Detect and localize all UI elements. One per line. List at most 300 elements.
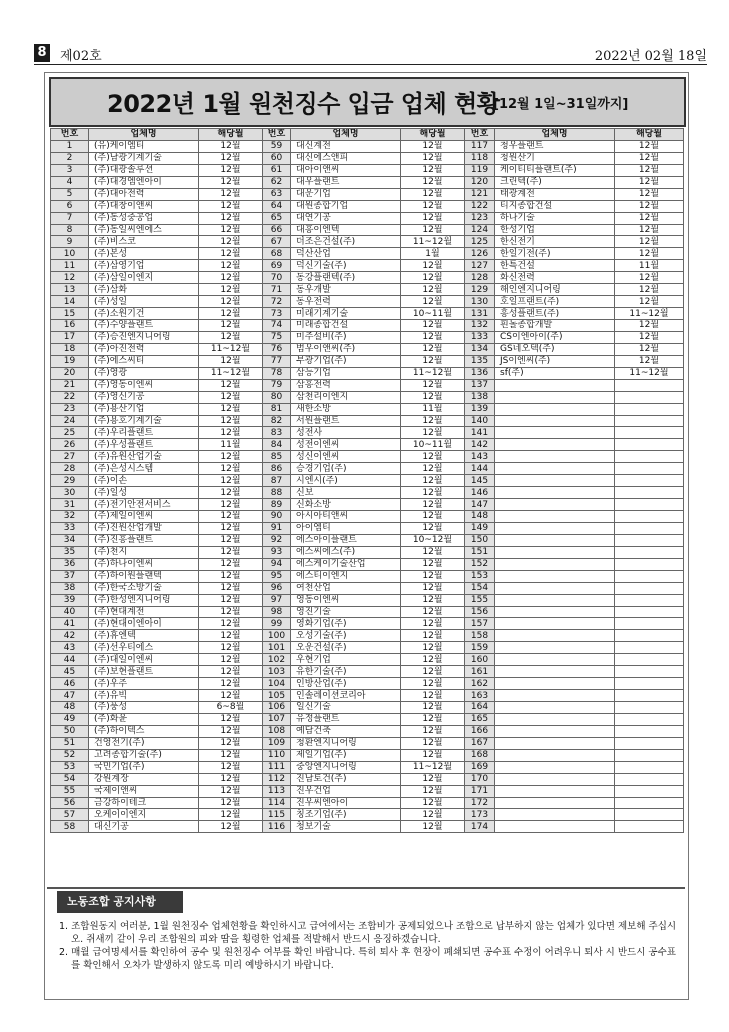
row-number: 5 xyxy=(51,188,89,200)
company-name xyxy=(495,511,615,523)
row-number: 54 xyxy=(51,773,89,785)
row-number: 9 xyxy=(51,236,89,248)
row-number: 74 xyxy=(263,320,291,332)
company-name: 진남토건(주) xyxy=(291,773,401,785)
company-name xyxy=(495,439,615,451)
row-number: 18 xyxy=(51,343,89,355)
company-name: 대신계전 xyxy=(291,140,401,152)
table-row xyxy=(51,785,684,797)
notice-text xyxy=(59,921,679,973)
company-name: 서원플랜트 xyxy=(291,415,401,427)
row-number: 99 xyxy=(263,618,291,630)
company-name: 영진기술 xyxy=(291,606,401,618)
company-name: (주)영신기공 xyxy=(89,391,199,403)
company-name: 에스케이기술산업 xyxy=(291,558,401,570)
month-range xyxy=(615,666,684,678)
row-number: 82 xyxy=(263,415,291,427)
company-name: 강원계장 xyxy=(89,773,199,785)
month-range xyxy=(615,654,684,666)
month-range: 12월 xyxy=(401,152,465,164)
month-range: 12월 xyxy=(401,212,465,224)
row-number: 27 xyxy=(51,451,89,463)
month-range: 11~12월 xyxy=(615,367,684,379)
month-range: 12월 xyxy=(401,797,465,809)
row-number: 68 xyxy=(263,248,291,260)
row-number: 138 xyxy=(465,391,495,403)
company-name: 성전사 xyxy=(291,427,401,439)
row-number: 33 xyxy=(51,522,89,534)
row-number: 130 xyxy=(465,296,495,308)
row-number: 86 xyxy=(263,463,291,475)
company-name: (주)제일이엔씨 xyxy=(89,511,199,523)
month-range xyxy=(615,451,684,463)
row-number: 97 xyxy=(263,594,291,606)
company-name xyxy=(495,403,615,415)
month-range xyxy=(615,546,684,558)
row-number: 1 xyxy=(51,140,89,152)
company-name xyxy=(495,713,615,725)
month-range: 12월 xyxy=(199,308,263,320)
company-name xyxy=(495,821,615,833)
company-name xyxy=(495,666,615,678)
row-number: 171 xyxy=(465,785,495,797)
month-range: 10~11월 xyxy=(401,439,465,451)
month-range: 12월 xyxy=(199,785,263,797)
company-name: 새한소방 xyxy=(291,403,401,415)
row-number: 6 xyxy=(51,200,89,212)
month-range: 6~8월 xyxy=(199,702,263,714)
row-number: 123 xyxy=(465,212,495,224)
company-name: 미래종합건설 xyxy=(291,320,401,332)
table-row xyxy=(51,582,684,594)
month-range: 12월 xyxy=(199,415,263,427)
month-range: 12월 xyxy=(401,343,465,355)
company-name: 삼능기업 xyxy=(291,367,401,379)
row-number: 42 xyxy=(51,630,89,642)
month-range: 12월 xyxy=(199,642,263,654)
company-name xyxy=(495,582,615,594)
month-range: 12월 xyxy=(401,296,465,308)
company-name: 건영전기(주) xyxy=(89,737,199,749)
row-number: 10 xyxy=(51,248,89,260)
company-name: 한신전기 xyxy=(495,236,615,248)
month-range: 12월 xyxy=(199,164,263,176)
company-name xyxy=(495,379,615,391)
company-name: (주)이손 xyxy=(89,475,199,487)
table-row xyxy=(51,260,684,272)
company-name: (주)우리플랜트 xyxy=(89,427,199,439)
company-name: 에스티이엔지 xyxy=(291,570,401,582)
row-number: 24 xyxy=(51,415,89,427)
company-name xyxy=(495,773,615,785)
month-range: 12월 xyxy=(199,773,263,785)
table-row xyxy=(51,451,684,463)
company-name xyxy=(495,415,615,427)
row-number: 142 xyxy=(465,439,495,451)
row-number: 53 xyxy=(51,761,89,773)
company-name: 해인엔지니어링 xyxy=(495,284,615,296)
row-number: 146 xyxy=(465,487,495,499)
table-row xyxy=(51,164,684,176)
company-name: 대신기공 xyxy=(89,821,199,833)
month-range: 12월 xyxy=(199,188,263,200)
row-number: 107 xyxy=(263,713,291,725)
month-range: 12월 xyxy=(401,499,465,511)
company-name: 삼흥전력 xyxy=(291,379,401,391)
month-range: 12월 xyxy=(199,499,263,511)
month-range xyxy=(615,463,684,475)
row-number: 70 xyxy=(263,272,291,284)
month-range: 11~12월 xyxy=(615,308,684,320)
month-range xyxy=(615,379,684,391)
month-range: 12월 xyxy=(401,272,465,284)
company-name xyxy=(495,594,615,606)
month-range: 12월 xyxy=(199,320,263,332)
month-range: 12월 xyxy=(401,260,465,272)
company-name: (주)삼화 xyxy=(89,284,199,296)
row-number: 106 xyxy=(263,702,291,714)
month-range: 12월 xyxy=(401,355,465,367)
month-range: 11월 xyxy=(615,260,684,272)
row-number: 110 xyxy=(263,749,291,761)
month-range xyxy=(615,737,684,749)
table-row xyxy=(51,331,684,343)
month-range: 12월 xyxy=(199,582,263,594)
month-range: 12월 xyxy=(199,749,263,761)
company-name: 한특건설 xyxy=(495,260,615,272)
month-range: 12월 xyxy=(199,654,263,666)
company-name: 흥성플랜트(주) xyxy=(495,308,615,320)
row-number: 118 xyxy=(465,152,495,164)
row-number: 21 xyxy=(51,379,89,391)
month-range xyxy=(615,773,684,785)
row-number: 4 xyxy=(51,176,89,188)
row-number: 117 xyxy=(465,140,495,152)
month-range: 12월 xyxy=(615,152,684,164)
table-row xyxy=(51,546,684,558)
row-number: 76 xyxy=(263,343,291,355)
table-row xyxy=(51,212,684,224)
row-number: 166 xyxy=(465,725,495,737)
row-number: 164 xyxy=(465,702,495,714)
table-row xyxy=(51,642,684,654)
month-range: 12월 xyxy=(401,331,465,343)
month-range: 12월 xyxy=(199,618,263,630)
month-range: 12월 xyxy=(401,713,465,725)
company-name: 대흥이엔텍 xyxy=(291,224,401,236)
row-number: 17 xyxy=(51,331,89,343)
month-range: 12월 xyxy=(401,606,465,618)
company-name: 태광계전 xyxy=(495,188,615,200)
row-number: 2 xyxy=(51,152,89,164)
month-range: 12월 xyxy=(615,331,684,343)
company-name: (주)삼일이엔지 xyxy=(89,272,199,284)
table-row xyxy=(51,355,684,367)
company-name xyxy=(495,618,615,630)
company-name: 영동이엔씨 xyxy=(291,594,401,606)
table-row xyxy=(51,248,684,260)
header-divider xyxy=(34,64,707,65)
table-row xyxy=(51,654,684,666)
row-number: 161 xyxy=(465,666,495,678)
row-number: 88 xyxy=(263,487,291,499)
row-number: 12 xyxy=(51,272,89,284)
month-range: 12월 xyxy=(615,140,684,152)
row-number: 43 xyxy=(51,642,89,654)
table-header-row xyxy=(51,129,684,141)
row-number: 94 xyxy=(263,558,291,570)
month-range: 12월 xyxy=(615,248,684,260)
month-range: 12월 xyxy=(401,284,465,296)
company-name: (주)대아전력 xyxy=(89,188,199,200)
table-row xyxy=(51,737,684,749)
row-number: 32 xyxy=(51,511,89,523)
header-month: 해당월 xyxy=(615,129,684,141)
month-range: 12월 xyxy=(199,248,263,260)
month-range: 12월 xyxy=(199,809,263,821)
month-range: 11~12월 xyxy=(199,343,263,355)
company-name: (주)천지 xyxy=(89,546,199,558)
table-row xyxy=(51,475,684,487)
company-name: 동우전력 xyxy=(291,296,401,308)
month-range xyxy=(615,582,684,594)
company-name: 시엔시(주) xyxy=(291,475,401,487)
row-number: 122 xyxy=(465,200,495,212)
company-name xyxy=(495,725,615,737)
month-range: 12월 xyxy=(401,690,465,702)
table-row xyxy=(51,487,684,499)
month-range: 12월 xyxy=(615,188,684,200)
company-name: 흰돌종합개발 xyxy=(495,320,615,332)
table-row xyxy=(51,343,684,355)
company-name xyxy=(495,809,615,821)
company-name: 예담건축 xyxy=(291,725,401,737)
row-number: 145 xyxy=(465,475,495,487)
month-range: 12월 xyxy=(401,654,465,666)
company-name: 인솔레이션코리아 xyxy=(291,690,401,702)
company-name: (주)풍성 xyxy=(89,702,199,714)
row-number: 90 xyxy=(263,511,291,523)
company-name: (주)수양플랜트 xyxy=(89,320,199,332)
table-row xyxy=(51,558,684,570)
table-row xyxy=(51,499,684,511)
month-range: 12월 xyxy=(401,475,465,487)
company-name: 부광기업(주) xyxy=(291,355,401,367)
row-number: 143 xyxy=(465,451,495,463)
table-row xyxy=(51,296,684,308)
row-number: 109 xyxy=(263,737,291,749)
company-name: 청원산기 xyxy=(495,152,615,164)
company-name: (주)에스씨티 xyxy=(89,355,199,367)
row-number: 101 xyxy=(263,642,291,654)
month-range xyxy=(615,403,684,415)
company-name: GS네오텍(주) xyxy=(495,343,615,355)
company-name: 승경기업(주) xyxy=(291,463,401,475)
row-number: 134 xyxy=(465,343,495,355)
month-range: 12월 xyxy=(615,176,684,188)
month-range: 12월 xyxy=(401,678,465,690)
row-number: 79 xyxy=(263,379,291,391)
row-number: 105 xyxy=(263,690,291,702)
month-range xyxy=(615,558,684,570)
month-range: 12월 xyxy=(401,666,465,678)
month-range: 12월 xyxy=(615,343,684,355)
row-number: 126 xyxy=(465,248,495,260)
company-name: 오성기술(주) xyxy=(291,630,401,642)
company-name: (주)동일씨엔에스 xyxy=(89,224,199,236)
company-name: (주)용호기계기술 xyxy=(89,415,199,427)
row-number: 62 xyxy=(263,176,291,188)
month-range: 12월 xyxy=(199,690,263,702)
month-range: 12월 xyxy=(401,570,465,582)
company-name xyxy=(495,451,615,463)
page-number: 8 xyxy=(34,44,50,62)
table-row xyxy=(51,308,684,320)
company-name: 대원종합기업 xyxy=(291,200,401,212)
month-range: 12월 xyxy=(401,427,465,439)
row-number: 60 xyxy=(263,152,291,164)
row-number: 111 xyxy=(263,761,291,773)
company-name: 청보기술 xyxy=(291,821,401,833)
company-name xyxy=(495,642,615,654)
month-range xyxy=(615,690,684,702)
row-number: 127 xyxy=(465,260,495,272)
table-row xyxy=(51,821,684,833)
company-name xyxy=(495,761,615,773)
row-number: 89 xyxy=(263,499,291,511)
row-number: 38 xyxy=(51,582,89,594)
row-number: 47 xyxy=(51,690,89,702)
header-no: 번호 xyxy=(51,129,89,141)
table-row xyxy=(51,176,684,188)
row-number: 150 xyxy=(465,534,495,546)
table-row xyxy=(51,713,684,725)
row-number: 128 xyxy=(465,272,495,284)
month-range: 12월 xyxy=(401,582,465,594)
company-name xyxy=(495,534,615,546)
row-number: 116 xyxy=(263,821,291,833)
row-number: 96 xyxy=(263,582,291,594)
company-name: 티지종합건설 xyxy=(495,200,615,212)
row-number: 16 xyxy=(51,320,89,332)
month-range: 12월 xyxy=(199,737,263,749)
month-range: 11~12월 xyxy=(401,761,465,773)
row-number: 66 xyxy=(263,224,291,236)
month-range: 12월 xyxy=(401,642,465,654)
company-name: 국민기업(주) xyxy=(89,761,199,773)
company-name: 신화소방 xyxy=(291,499,401,511)
month-range: 12월 xyxy=(199,821,263,833)
table-row xyxy=(51,761,684,773)
row-number: 52 xyxy=(51,749,89,761)
table-row xyxy=(51,666,684,678)
row-number: 25 xyxy=(51,427,89,439)
row-number: 63 xyxy=(263,188,291,200)
month-range: 12월 xyxy=(615,212,684,224)
month-range: 11월 xyxy=(199,439,263,451)
month-range: 12월 xyxy=(401,224,465,236)
row-number: 125 xyxy=(465,236,495,248)
row-number: 61 xyxy=(263,164,291,176)
row-number: 120 xyxy=(465,176,495,188)
company-name: 에스씨에스(주) xyxy=(291,546,401,558)
company-name: 하나기술 xyxy=(495,212,615,224)
table-row xyxy=(51,702,684,714)
table-row xyxy=(51,749,684,761)
company-name: 성전이엔씨 xyxy=(291,439,401,451)
table-row xyxy=(51,534,684,546)
row-number: 156 xyxy=(465,606,495,618)
month-range: 12월 xyxy=(199,260,263,272)
month-range: 11~12월 xyxy=(401,367,465,379)
row-number: 59 xyxy=(263,140,291,152)
title-box xyxy=(49,77,686,127)
company-name: 청우플랜트 xyxy=(495,140,615,152)
row-number: 119 xyxy=(465,164,495,176)
company-name: (주)아진전력 xyxy=(89,343,199,355)
table-row xyxy=(51,439,684,451)
company-name: 대신에스앤피 xyxy=(291,152,401,164)
month-range: 11~12월 xyxy=(401,236,465,248)
company-name: 국제이앤씨 xyxy=(89,785,199,797)
row-number: 141 xyxy=(465,427,495,439)
company-name: 대아이앤씨 xyxy=(291,164,401,176)
company-name: 제일기업(주) xyxy=(291,749,401,761)
company-name: 진우건업 xyxy=(291,785,401,797)
company-name: (주)진흥플랜트 xyxy=(89,534,199,546)
row-number: 48 xyxy=(51,702,89,714)
row-number: 174 xyxy=(465,821,495,833)
notice-heading: 노동조합 공지사항 xyxy=(57,891,183,913)
month-range xyxy=(615,761,684,773)
month-range: 12월 xyxy=(401,522,465,534)
month-range: 12월 xyxy=(401,463,465,475)
row-number: 69 xyxy=(263,260,291,272)
header-month: 해당월 xyxy=(401,129,465,141)
company-name: (주)우주 xyxy=(89,678,199,690)
row-number: 162 xyxy=(465,678,495,690)
row-number: 129 xyxy=(465,284,495,296)
company-name: 오케이이엔지 xyxy=(89,809,199,821)
month-range: 12월 xyxy=(615,284,684,296)
row-number: 148 xyxy=(465,511,495,523)
row-number: 103 xyxy=(263,666,291,678)
company-name xyxy=(495,427,615,439)
publication-date: 2022년 02월 18일 xyxy=(594,49,707,64)
table-row xyxy=(51,320,684,332)
month-range: 12월 xyxy=(199,522,263,534)
table-row xyxy=(51,200,684,212)
month-range: 11월 xyxy=(401,403,465,415)
table-row xyxy=(51,272,684,284)
table-row xyxy=(51,427,684,439)
row-number: 140 xyxy=(465,415,495,427)
row-number: 172 xyxy=(465,797,495,809)
table-row xyxy=(51,773,684,785)
month-range: 12월 xyxy=(199,236,263,248)
month-range: 1월 xyxy=(401,248,465,260)
company-name xyxy=(495,475,615,487)
row-number: 26 xyxy=(51,439,89,451)
month-range: 12월 xyxy=(199,403,263,415)
month-range: 12월 xyxy=(615,236,684,248)
row-number: 45 xyxy=(51,666,89,678)
company-name: 고려종합기술(주) xyxy=(89,749,199,761)
company-name: (주)동성중공업 xyxy=(89,212,199,224)
company-name: (주)한국소방기술 xyxy=(89,582,199,594)
company-name: (주)유원산업기술 xyxy=(89,451,199,463)
company-name xyxy=(495,546,615,558)
